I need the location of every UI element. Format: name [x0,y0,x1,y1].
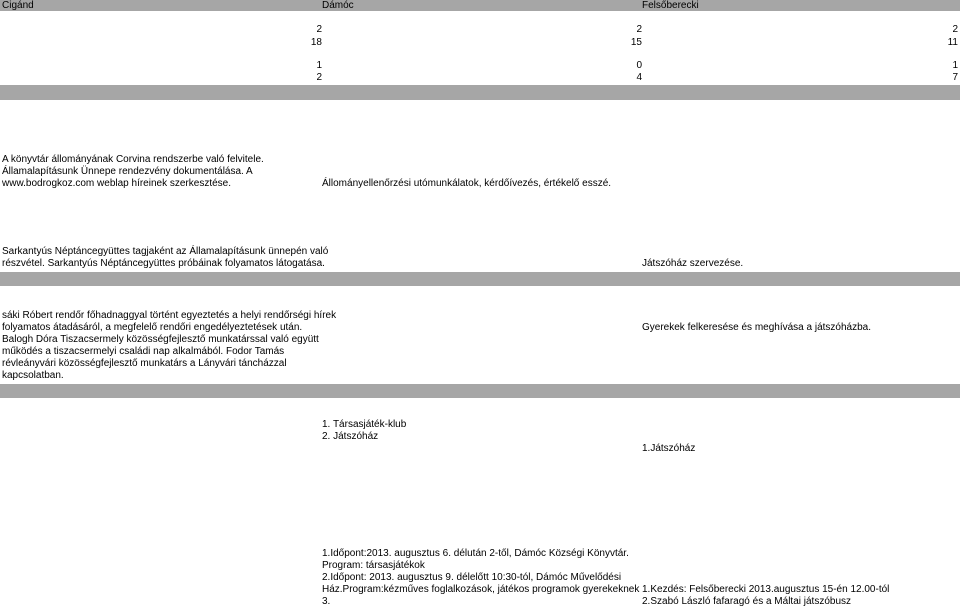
num-r1-c3: 2 [952,24,958,35]
section2-col3-text: Játszóház szervezése. [642,258,744,269]
num-r3-c3: 1 [952,60,958,71]
header-felsoberecki: Felsőberecki [642,0,699,11]
section2-col1-text: Sarkantyús Néptáncegyüttes tagjaként az Államalapításunk ünnepén való részvétel. Sarkantyús Néptáncegyüttes próbáinak folyamatos látogatása. [2,246,329,269]
num-r4-c1: 2 [316,72,322,83]
num-r2-c1: 18 [310,37,322,48]
num-r1-c2: 2 [636,24,642,35]
section3-col3-text: Gyerekek felkeresése és meghívása a játszóházba. [642,322,872,333]
num-r2-c3: 11 [947,37,958,48]
num-r3-c2: 0 [636,60,642,71]
section4-col3-text: 1.Játszóház [642,443,696,454]
separator-bar [0,384,960,398]
num-r4-c2: 4 [636,72,642,83]
section5-col2-text: 1.Időpont:2013. augusztus 6. délután 2-től, Dámóc Községi Könyvtár. Program: társasjátékok 2.Időpont: 2013. augusztus 9. délelőtt 10:30-tól, Dámóc Művelődési Ház.Program:kézműves foglalkozások, játékos programok gyerekeknek 3. [322,548,640,607]
num-r4-c3: 7 [952,72,958,83]
num-r1-c1: 2 [316,24,322,35]
section3-col1-text: sáki Róbert rendőr főhadnaggyal történt egyeztetés a helyi rendőrségi hírek folyamatos átadásáról, a megfelelő rendőri engedélyeztetések után. Balogh Dóra Tiszacsermely közösségfejlesztő munkatárssal való együtt működés a tiszacsermelyi családi nap alkalmából. Fodor Tamás révleányvári közösségfejlesztő munkatárs a Lányvári táncházzal kapcsolatban. [2,310,337,381]
separator-bar [0,85,960,100]
separator-bar [0,272,960,286]
section1-col2-text: Állományellenőrzési utómunkálatok, kérdőívezés, értékelő esszé. [322,178,612,189]
section1-col1-text: A könyvtár állományának Corvina rendszerbe való felvitele. Államalapításunk Ünnepe rendezvény dokumentálása. A www.bodrogkoz.com weblap híreinek szerkesztése. [2,154,264,189]
section5-col3-text: 1.Kezdés: Felsőberecki 2013.augusztus 15-én 12.00-tól 2.Szabó László fafaragó és a Máltai játszóbusz [642,584,890,607]
num-r2-c2: 15 [630,37,642,48]
header-damoc: Dámóc [322,0,354,11]
section4-col2-list: 1. Társasjáték-klub 2. Játszóház [322,419,407,442]
header-cigand: Cigánd [2,0,34,11]
header-bar [0,0,960,11]
num-r3-c1: 1 [316,60,322,71]
